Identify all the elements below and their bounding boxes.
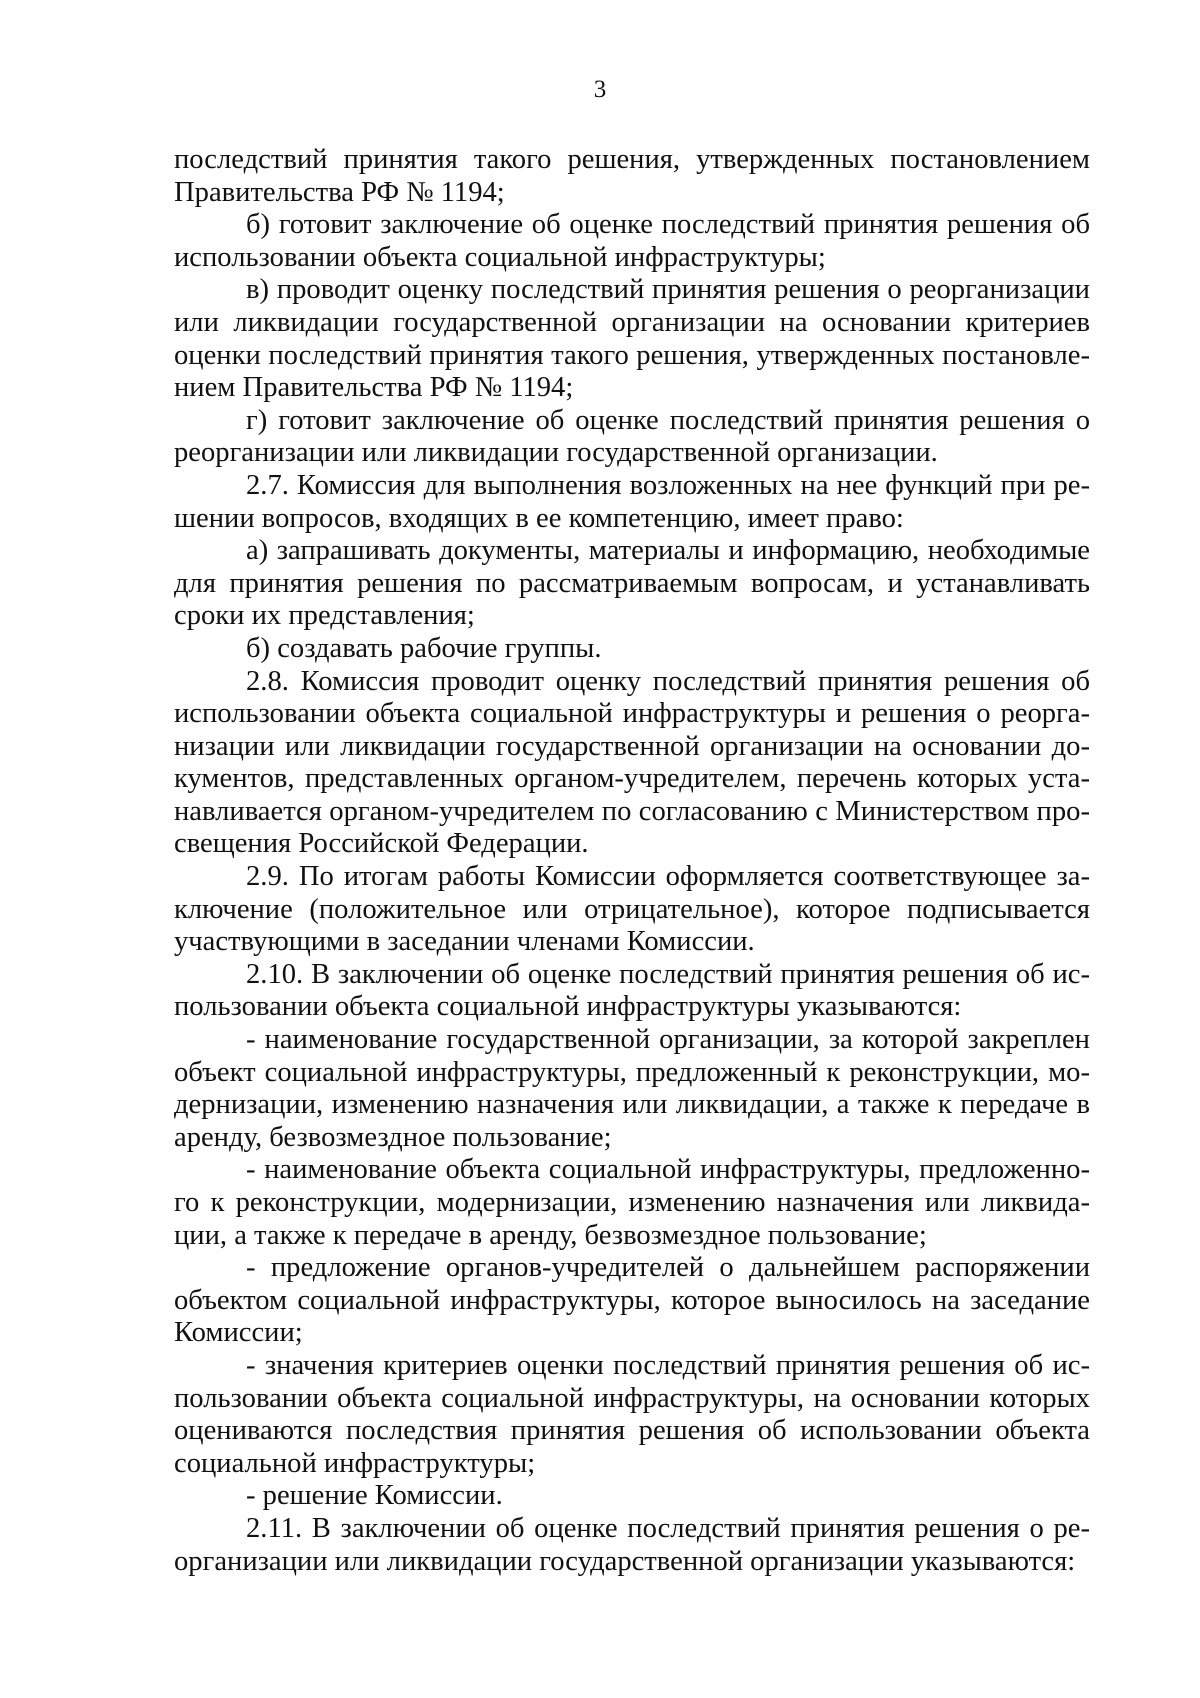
paragraph-2-8: 2.8. Комиссия проводит оценку последствий принятия решения об использовании объекта социальной инфраструктуры и решения о реорганизации или ликвидации государственной организации на основании документов, представленных органом-учредителем, перечень которых устанавливается органом-учредителем по согласованию с Министерством просвещения Российской Федерации. bbox=[174, 665, 1090, 860]
paragraph-2-7: 2.7. Комиссия для выполнения возложенных на нее функций при решении вопросов, входящих в ее компетенцию, имеет право: bbox=[174, 469, 1090, 534]
list-item-organization-name: - наименование государственной организации, за которой закреплен объект социальной инфраструктуры, предложенный к реконструкции, модернизации, изменению назначения или ликвидации, а также к передаче в аренду, безвозмездное пользование; bbox=[174, 1024, 1090, 1153]
list-item-object-name: - наименование объекта социальной инфраструктуры, предложенного к реконструкции, модернизации, изменению назначения или ликвидации, а также к передаче в аренду, безвозмездное пользование; bbox=[174, 1154, 1090, 1251]
paragraph-item-b-working-groups: б) создавать рабочие группы. bbox=[246, 632, 602, 664]
paragraph-continuation: последствий принятия такого решения, утвержденных постановлением Правительства РФ № 1194; bbox=[174, 144, 1090, 208]
page-number: 3 bbox=[593, 76, 607, 103]
list-item-commission-decision: - решение Комиссии. bbox=[246, 1480, 503, 1512]
list-item-criteria-values: - значения критериев оценки последствий принятия решения об использовании объекта социальной инфраструктуры, на основании которых оцениваются последствия принятия решения об использовании объекта социальной инфраструктуры; bbox=[174, 1349, 1090, 1479]
paragraph-item-g-conclusion: г) готовит заключение об оценке последствий принятия решения о реорганизации или ликвидации государственной организации. bbox=[174, 404, 1090, 469]
paragraph-2-10: 2.10. В заключении об оценке последствий принятия решения об использовании объекта социальной инфраструктуры указываются: bbox=[174, 958, 1090, 1023]
paragraph-item-b-conclusion: б) готовит заключение об оценке последствий принятия решения об использовании объекта социальной инфраструктуры; bbox=[174, 209, 1090, 273]
paragraph-2-11: 2.11. В заключении об оценке последствий принятия решения о реорганизации или ликвидации государственной организации указываются: bbox=[174, 1512, 1090, 1577]
paragraph-2-9: 2.9. По итогам работы Комиссии оформляется соответствующее заключение (положительное или отрицательное), которое подписывается участвующими в заседании членами Комиссии. bbox=[174, 861, 1090, 958]
document-body bbox=[174, 144, 1090, 1578]
list-item-founder-proposal: - предложение органов-учредителей о дальнейшем распоряжении объектом социальной инфраструктуры, которое выносилось на заседание Комиссии; bbox=[174, 1252, 1090, 1349]
paragraph-item-v-assessment: в) проводит оценку последствий принятия решения о реорганизации или ликвидации государственной организации на основании критериев оценки последствий принятия такого решения, утвержденных постановлением Правительства РФ № 1194; bbox=[174, 274, 1090, 404]
paragraph-item-a-request: а) запрашивать документы, материалы и информацию, необходимые для принятия решения по рассматриваемым вопросам, и устанавливать сроки их представления; bbox=[174, 535, 1090, 632]
